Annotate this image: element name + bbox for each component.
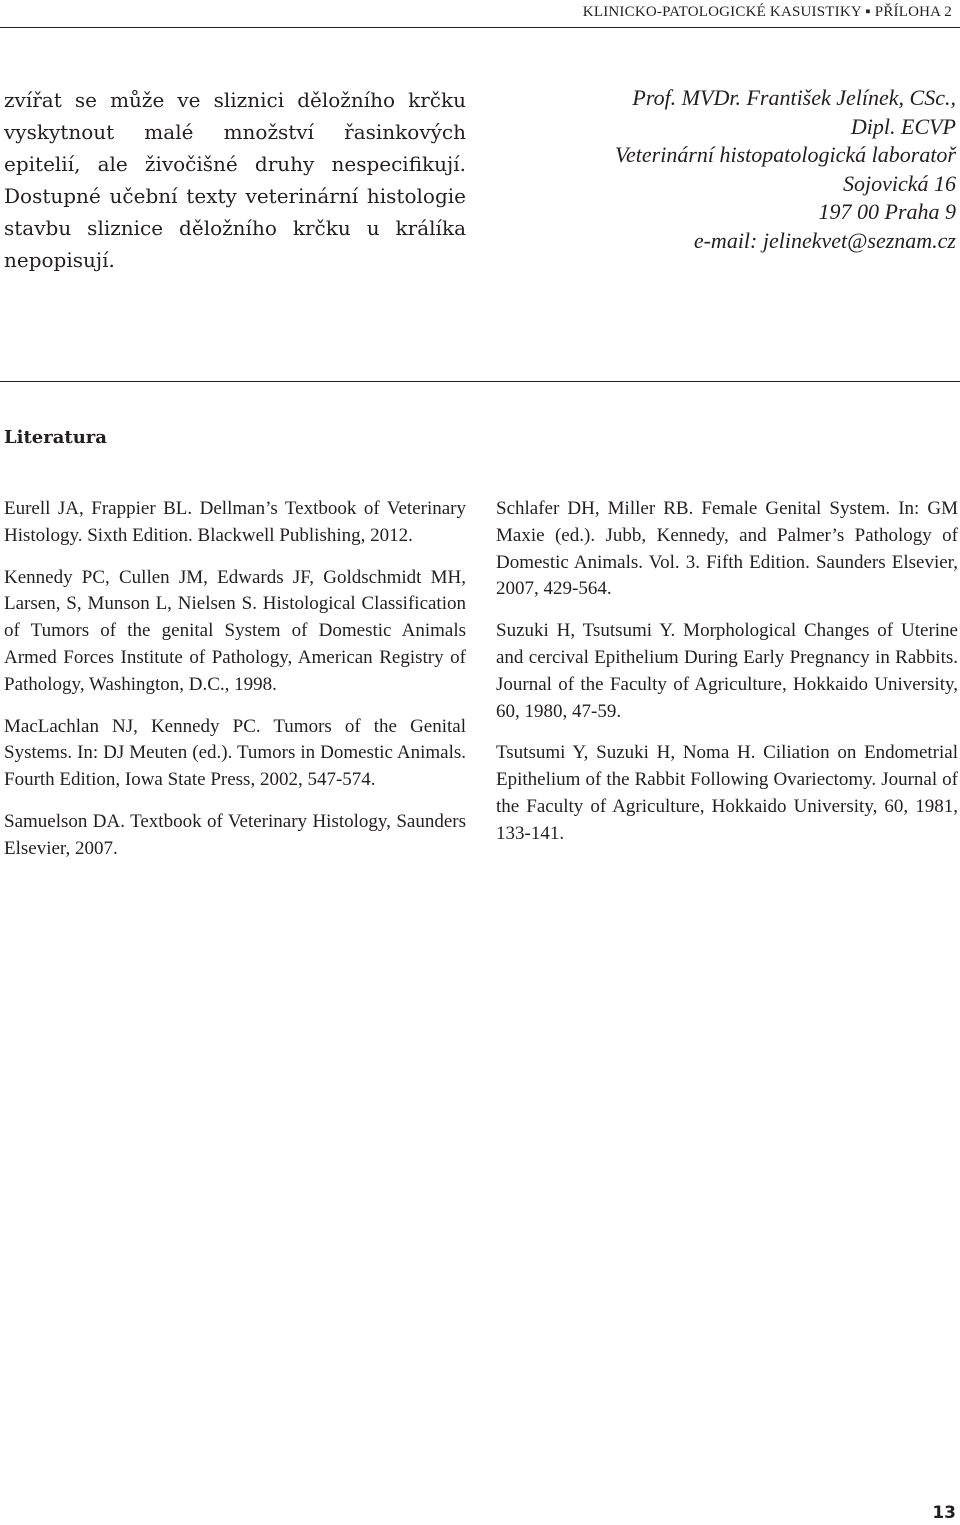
- author-degree: Dipl. ECVP: [850, 113, 956, 139]
- literature-heading: Literatura: [4, 427, 107, 448]
- author-block: [496, 84, 956, 256]
- author-email: e-mail: jelinekvet@seznam.cz: [693, 227, 956, 253]
- intro-paragraph: zvířat se může ve sliznici děložního krčku vyskytnout malé množství řasinkových epitelií, ale živočišné druhy nespecifikují. Dostupné učební texty veterinární histologie stavbu sliznice děložního krčku u králíka nepopisují.: [4, 88, 466, 272]
- reference-item: Suzuki H, Tsutsumi Y. Morphological Changes of Uterine and cercival Epithelium During Early Pregnancy in Rabbits. Journal of the Faculty of Agriculture, Hokkaido University, 60, 1980, 47-59.: [496, 620, 958, 722]
- running-header: [0, 0, 960, 28]
- reference-item: Eurell JA, Frappier BL. Dellman’s Textbook of Veterinary Histology. Sixth Edition. Blackwell Publishing, 2012.: [4, 498, 466, 546]
- page-number: 13: [932, 1503, 956, 1523]
- section-divider: [0, 381, 960, 382]
- reference-item: MacLachlan NJ, Kennedy PC. Tumors of the Genital Systems. In: DJ Meuten (ed.). Tumors in Domestic Animals. Fourth Edition, Iowa State Press, 2002, 547-574.: [4, 715, 466, 791]
- reference-item: Samuelson DA. Textbook of Veterinary Histology, Saunders Elsevier, 2007.: [4, 810, 466, 859]
- reference-item: Kennedy PC, Cullen JM, Edwards JF, Goldschmidt MH, Larsen, S, Munson L, Nielsen S. Histological Classification of Tumors of the genital System of Domestic Animals Armed Forces Institute of Pathology, American Registry of Pathology, Washington, D.C., 1998.: [4, 566, 466, 695]
- author-name: Prof. MVDr. František Jelínek, CSc.,: [632, 85, 956, 110]
- author-city: 197 00 Praha 9: [818, 199, 956, 225]
- reference-item: Tsutsumi Y, Suzuki H, Noma H. Ciliation on Endometrial Epithelium of the Rabbit Following Ovariectomy. Journal of the Faculty of Agriculture, Hokkaido University, 60, 1981, 133-141.: [496, 742, 958, 844]
- author-street: Sojovická 16: [842, 170, 956, 196]
- author-institution: Veterinární histopatologická laboratoř: [615, 142, 956, 168]
- header-rule: [0, 27, 960, 28]
- reference-item: Schlafer DH, Miller RB. Female Genital System. In: GM Maxie (ed.). Jubb, Kennedy, and Palmer’s Pathology of Domestic Animals. Vol. 3. Fifth Edition. Saunders Elsevier, 2007, 429-564.: [496, 498, 958, 600]
- running-title: KLINICKO-PATOLOGICKÉ KASUISTIKY ▪ PŘÍLOHA 2: [582, 4, 952, 20]
- references-left-column: [4, 496, 466, 878]
- references-right-column: [496, 496, 958, 863]
